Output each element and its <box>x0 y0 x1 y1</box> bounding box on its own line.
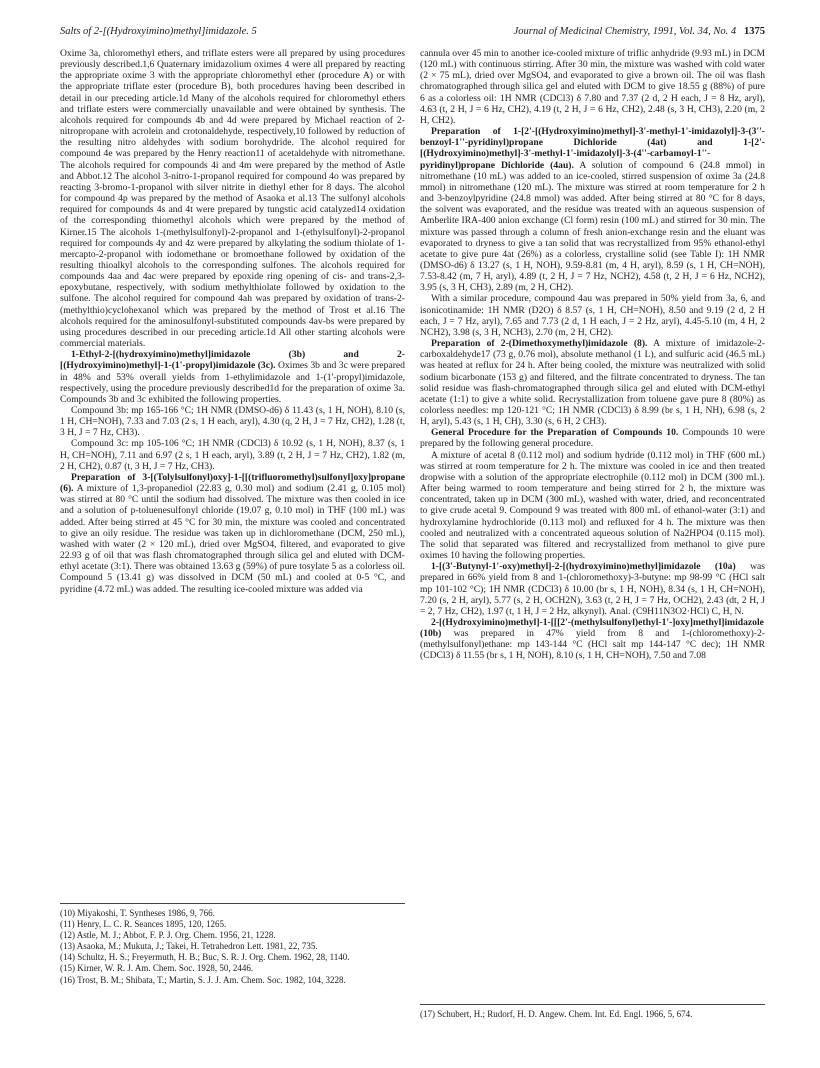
paragraph <box>60 472 405 595</box>
section-heading: General Procedure for the Preparation of Compounds 10. <box>431 427 679 439</box>
paragraph: Compound 3b: mp 165-166 °C; 1H NMR (DMSO-d6) δ 11.43 (s, 1 H, NOH), 8.10 (s, 1 H, CH=NOH), 7.33 and 7.03 (2 s, 1 H each, aryl), 4.30 (q, 2 H, J = 7 Hz, CH2), 1.28 (t, 3 H, J = 7 Hz, CH3). <box>60 405 405 439</box>
paragraph-body: Oximes 3b and 3c were prepared in 48% and 53% overall yields from 1-ethylimidazole and 1-(1'-propyl)imidazole, respectively, using the procedure previously described1d for the preparation of oxime 3a. Compounds 3b and 3c exhibited the following properties. <box>60 360 405 405</box>
section-heading: Preparation of 3-[(Tolylsulfonyl)oxy]-1-[[(trifluoromethyl)sulfonyl]oxy]propane (6). <box>60 471 405 495</box>
footnote-rule <box>420 1004 765 1005</box>
section-heading: 1-[(3'-Butynyl-1'-oxy)methyl]-2-[(hydroxyimino)methyl]imidazole (10a) <box>431 561 736 573</box>
left-references <box>60 903 405 986</box>
reference-item: (15) Kirner, W. R. J. Am. Chem. Soc. 1928, 50, 2446. <box>60 963 254 974</box>
paragraph-body: A solution of compound 6 (24.8 mmol) in nitromethane (10 mL) was added to an ice-cooled, stirred suspension of oxime 3a (24.8 mmol) in nitromethane (120 mL). The mixture was stirred at room temperature for 2 h and 3-benzoylpyridine (24.8 mmol) was added. After being stirred at 80 °C for 8 days, the solvent was evaporated, and the residue was treated with an aqueous suspension of Amberlite IRA-400 anion exchange (Cl form) resin (100 mL) and stirred for 30 min. The mixture was passed through a column of fresh anion-exchange resin and the eluant was evaporated to dryness to give a tan solid that was recrystallized from 95% ethanol-ethyl acetate to give pure 4at (26%) as a colorless, crystalline solid (see Table I): 1H NMR (DMSO-d6) δ 13.27 (s, 1 H, NOH), 9.59-8.81 (m, 4 H, aryl), 8.59 (s, 1 H, CH=NOH), 7.53-8.42 (m, 7 H, aryl), 4.89 (t, 2 H, J = 7 Hz, NCH2), 4.58 (t, 2 H, J = 6 Hz, NCH2), 3.95 (s, 3 H, CH3), 2.89 (m, 2 H, CH2). <box>420 159 765 294</box>
reference-item: (14) Schultz, H. S.; Freyermuth, H. B.; Buc, S. R. J. Org. Chem. 1962, 28, 1140. <box>60 952 350 963</box>
reference-item: (13) Asaoka, M.; Mukuta, J.; Takei, H. Tetrahedron Lett. 1981, 22, 735. <box>60 941 318 952</box>
paragraph <box>420 338 765 427</box>
paragraph: cannula over 45 min to another ice-cooled mixture of triflic anhydride (9.93 mL) in DCM (120 mL) with continuous stirring. After 30 min, the mixture was washed with cold water (2 × 75 mL), dried over MgSO4, and evaporated to give a brown oil. The oil was flash chromatographed through silica gel and eluted with DCM to give 18.55 g (88%) of pure 6 as a colorless oil: 1H NMR (CDCl3) δ 7.80 and 7.37 (2 d, 2 H each, J = 8 Hz, aryl), 4.63 (t, 2 H, J = 6 Hz, CH2), 4.19 (t, 2 H, J = 6 Hz, CH2), 2.48 (s, 3 H, CH3), 2.20 (m, 2 H, CH2). <box>420 48 765 126</box>
right-references <box>420 1004 765 1020</box>
paragraph <box>60 349 405 405</box>
reference-item: (16) Trost, B. M.; Shibata, T.; Martin, S. J. J. Am. Chem. Soc. 1982, 104, 3228. <box>60 974 346 985</box>
page-number: 1375 <box>744 26 765 37</box>
right-column <box>420 48 765 662</box>
paragraph <box>420 126 765 293</box>
section-heading: Preparation of 2-(Dimethoxymethyl)imidazole (8). <box>431 338 648 350</box>
section-heading: 2-[(Hydroxyimino)methyl]-1-[[[2'-(methylsulfonyl)ethyl-1'-]oxy]methyl]imidazole (10b) <box>420 616 764 640</box>
running-header <box>60 24 765 40</box>
section-heading: 1-Ethyl-2-[(hydroxyimino)methyl]imidazole (3b) and 2-[(Hydroxyimino)methyl]-1-(1'-propyl)imidazole (3c). <box>60 349 405 372</box>
paragraph-body: A mixture of 1,3-propanediol (22.83 g, 0.30 mol) and sodium (2.41 g, 0.105 mol) was stirred at 80 °C until the sodium had dissolved. The mixture was then cooled in ice and a solution of p-toluenesulfonyl chloride (19.07 g, 0.10 mol) in THF (100 mL) was added. After being stirred at 45 °C for 30 min, the mixture was cooled and concentrated to give an oily residue. The residue was taken up in dichloromethane (DCM, 250 mL), washed with water (2 × 120 mL), dried over MgSO4, filtered, and evaporated to give 22.93 g of oil that was flash chromatographed through silica gel and eluted with DCM-ethyl acetate (3:1). There was obtained 13.63 g (59%) of pure tosylate 5 as a colorless oil. Compound 5 (13.41 g) was dissolved in DCM (50 mL) and cooled at 0-5 °C, and pyridine (4.72 mL) was added. The resulting ice-cooled mixture was added via <box>60 483 405 595</box>
paragraph: A mixture of acetal 8 (0.112 mol) and sodium hydride (0.112 mol) in THF (600 mL) was stirred at room temperature for 2 h. The mixture was cooled in ice and then treated dropwise with a solution of the appropriate electrophile (0.112 mol) in DCM (300 mL). After being warmed to room temperature and being stirred for 2 h, the mixture was concentrated, taken up in DCM (300 mL), washed with water, dried, and reconcentrated to give crude acetal 9. Compound 9 was treated with 800 mL of ethanol-water (3:1) and hydroxylamine hydrochloride (0.113 mol) and refluxed for 4 h. The mixture was then cooled and neutralized with a concentrated aqueous solution of Na2HPO4 (0.115 mol). The solid that separated was filtered and recrystallized from methanol to give pure oximes 10 having the following properties. <box>420 449 765 562</box>
paragraph <box>420 617 765 662</box>
journal-citation: Journal of Medicinal Chemistry, 1991, Vol. 34, No. 4 <box>513 26 737 37</box>
reference-item: (11) Henry, L. C. R. Seances 1895, 120, 1265. <box>60 919 227 930</box>
paragraph: Compound 3c: mp 105-106 °C; 1H NMR (CDCl3) δ 10.92 (s, 1 H, NOH), 8.37 (s, 1 H, CH=NOH), 7.11 and 6.97 (2 s, 1 H each, aryl), 3.89 (t, 2 H, J = 7 Hz, CH2), 1.82 (m, 2 H, CH2), 0.87 (t, 3 H, J = 7 Hz, CH3). <box>60 438 405 472</box>
running-title: Salts of 2-[(Hydroxyimino)methyl]imidazole. 5 <box>60 26 257 37</box>
paragraph <box>420 427 765 449</box>
paragraph-body: A mixture of imidazole-2-carboxaldehyde17 (73 g, 0.76 mol), absolute methanol (1 L), and sulfuric acid (46.5 mL) was heated at reflux for 24 h. After being cooled, the mixture was neutralized with solid sodium bicarbonate (153 g) and filtered, and the filtrate concentrated to dryness. The tan solid residue was flash-chromatographed through silica gel and eluted with DCM-ethyl acetate (1:1) to give a white solid. Recrystallization from toluene gave pure 8 (80%) as colorless needles: mp 120-121 °C; 1H NMR (CDCl3) δ 8.99 (br s, 1 H, NH), 6.98 (s, 2 H, aryl), 5.43 (s, 1 H, CH), 3.30 (s, 6 H, 2 CH3). <box>420 338 765 428</box>
journal-info <box>514 24 765 40</box>
reference-item: (10) Miyakoshi, T. Syntheses 1986, 9, 766. <box>60 908 215 918</box>
paragraph-body: was prepared in 47% yield from 8 and 1-(chloromethoxy)-2-(methylsulfonyl)ethane: mp 143-144 °C (HCl salt mp 144-147 °C dec); 1H NMR (CDCl3) δ 11.55 (br s, 1 H, NOH), 8.10 (s, 1 H, CH=NOH), 7.50 and 7.08 <box>420 628 766 662</box>
paragraph-body: Compounds 10 were prepared by the following general procedure. <box>420 427 766 450</box>
paragraph-body: was prepared in 66% yield from 8 and 1-(chloromethoxy)-3-butyne: mp 98-99 °C (HCl salt mp 101-102 °C); 1H NMR (CDCl3) δ 10.00 (br s, 1 H, NOH), 8.34 (s, 1 H, CH=NOH), 7.20 (s, 2 H, aryl), 5.77 (s, 2 H, OCH2N), 3.63 (t, 2 H, J = 7 Hz, OCH2), 2.43 (dt, 2 H, J = 2, 7 Hz, CH2), 1.97 (t, 1 H, J = 2 Hz, alkynyl). Anal. (C9H11N3O2·HCl) C, H, N. <box>420 561 765 617</box>
section-heading: Preparation of 1-[2'-[(Hydroxyimino)methyl]-3'-methyl-1'-imidazolyl]-3-(3''-benzoyl-1''-pyridinyl)propane Dichloride (4at) and 1-[2'-[(Hydroxyimino)methyl]-3'-methyl-1'-imidazolyl]-3-(4''-carbamoyl-1''-pyridinyl)propane Dichloride (4au). <box>420 126 765 171</box>
paragraph: With a similar procedure, compound 4au was prepared in 50% yield from 3a, 6, and isonicotinamide: 1H NMR (D2O) δ 8.57 (s, 1 H, CH=NOH), 8.50 and 9.19 (2 d, 2 H each, J = 7 Hz, aryl), 7.65 and 7.73 (2 d, 1 H each, J = 2 Hz, aryl), 4.45-5.10 (m, 4 H, 2 NCH2), 3.98 (s, 3 H, NCH3), 2.70 (m, 2 H, CH2). <box>420 293 765 338</box>
footnote-rule <box>60 903 405 904</box>
paragraph <box>420 561 765 617</box>
reference-item: (17) Schubert, H.; Rudorf, H. D. Angew. Chem. Int. Ed. Engl. 1966, 5, 674. <box>420 1009 693 1019</box>
left-column <box>60 48 405 595</box>
reference-item: (12) Astle, M. J.; Abbot, F. P. J. Org. Chem. 1956, 21, 1228. <box>60 930 276 941</box>
paragraph: Oxime 3a, chloromethyl ethers, and triflate esters were all prepared by using procedures previously described.1,6 Quaternary imidazolium oximes 4 were all prepared by reacting the appropriate oxime 3 with the appropriate chloromethyl ether (procedure A) or with the appropriate triflate ester (procedure B), both procedures having been described in detail in our preceding article.1d Many of the alcohols required for chloromethyl ethers and triflate esters were commercially unavailable and were obtained by synthesis. The alcohols required for compounds 4b and 4d were prepared by Michael reaction of 2-nitropropane with acrolein and crotonaldehyde, respectively,10 followed by reduction of the resulting nitro aldehydes with sodium borohydride. The alcohol required for compound 4e was prepared by the Henry reaction11 of acetaldehyde with nitromethane. The alcohols required for compounds 4i and 4m were prepared by the method of Astle and Abbot.12 The alcohol 3-nitro-1-propanol required for compound 4o was prepared by reacting 3-bromo-1-propanol with silver nitrite in diethyl ether for 8 days. The alcohol for compound 4p was prepared by the method of Asaoka et al.13 The sulfonyl alcohols required for compounds 4s and 4t were prepared by tungstic acid catalyzed14 oxidation of the corresponding thiomethyl alcohols which were prepared by the method of Kirner.15 The alcohols 1-(methylsulfonyl)-2-propanol and 1-(ethylsulfonyl)-2-propanol required for compounds 4y and 4z were prepared by alkylating the sodium thiolate of 1-mercapto-2-propanol with iodomethane or bromoethane followed by oxidation of the resulting thioalkyl alcohols to the corresponding sulfones. The alcohols required for compounds 4aa and 4ac were prepared by epoxide ring opening of cis- and trans-2,3-epoxybutane, respectively, with sodium methylthiolate followed by oxidation to the sulfone. The alcohol required for compound 4ah was prepared by oxidation of trans-2-(methylthio)cyclohexanol which was prepared by the method of Trost et al.16 The alcohols required for the aminosulfonyl-substituted compounds 4av-bs were prepared by using procedures described in our preceding article.1d All other starting alcohols were commercial materials. <box>60 48 405 350</box>
